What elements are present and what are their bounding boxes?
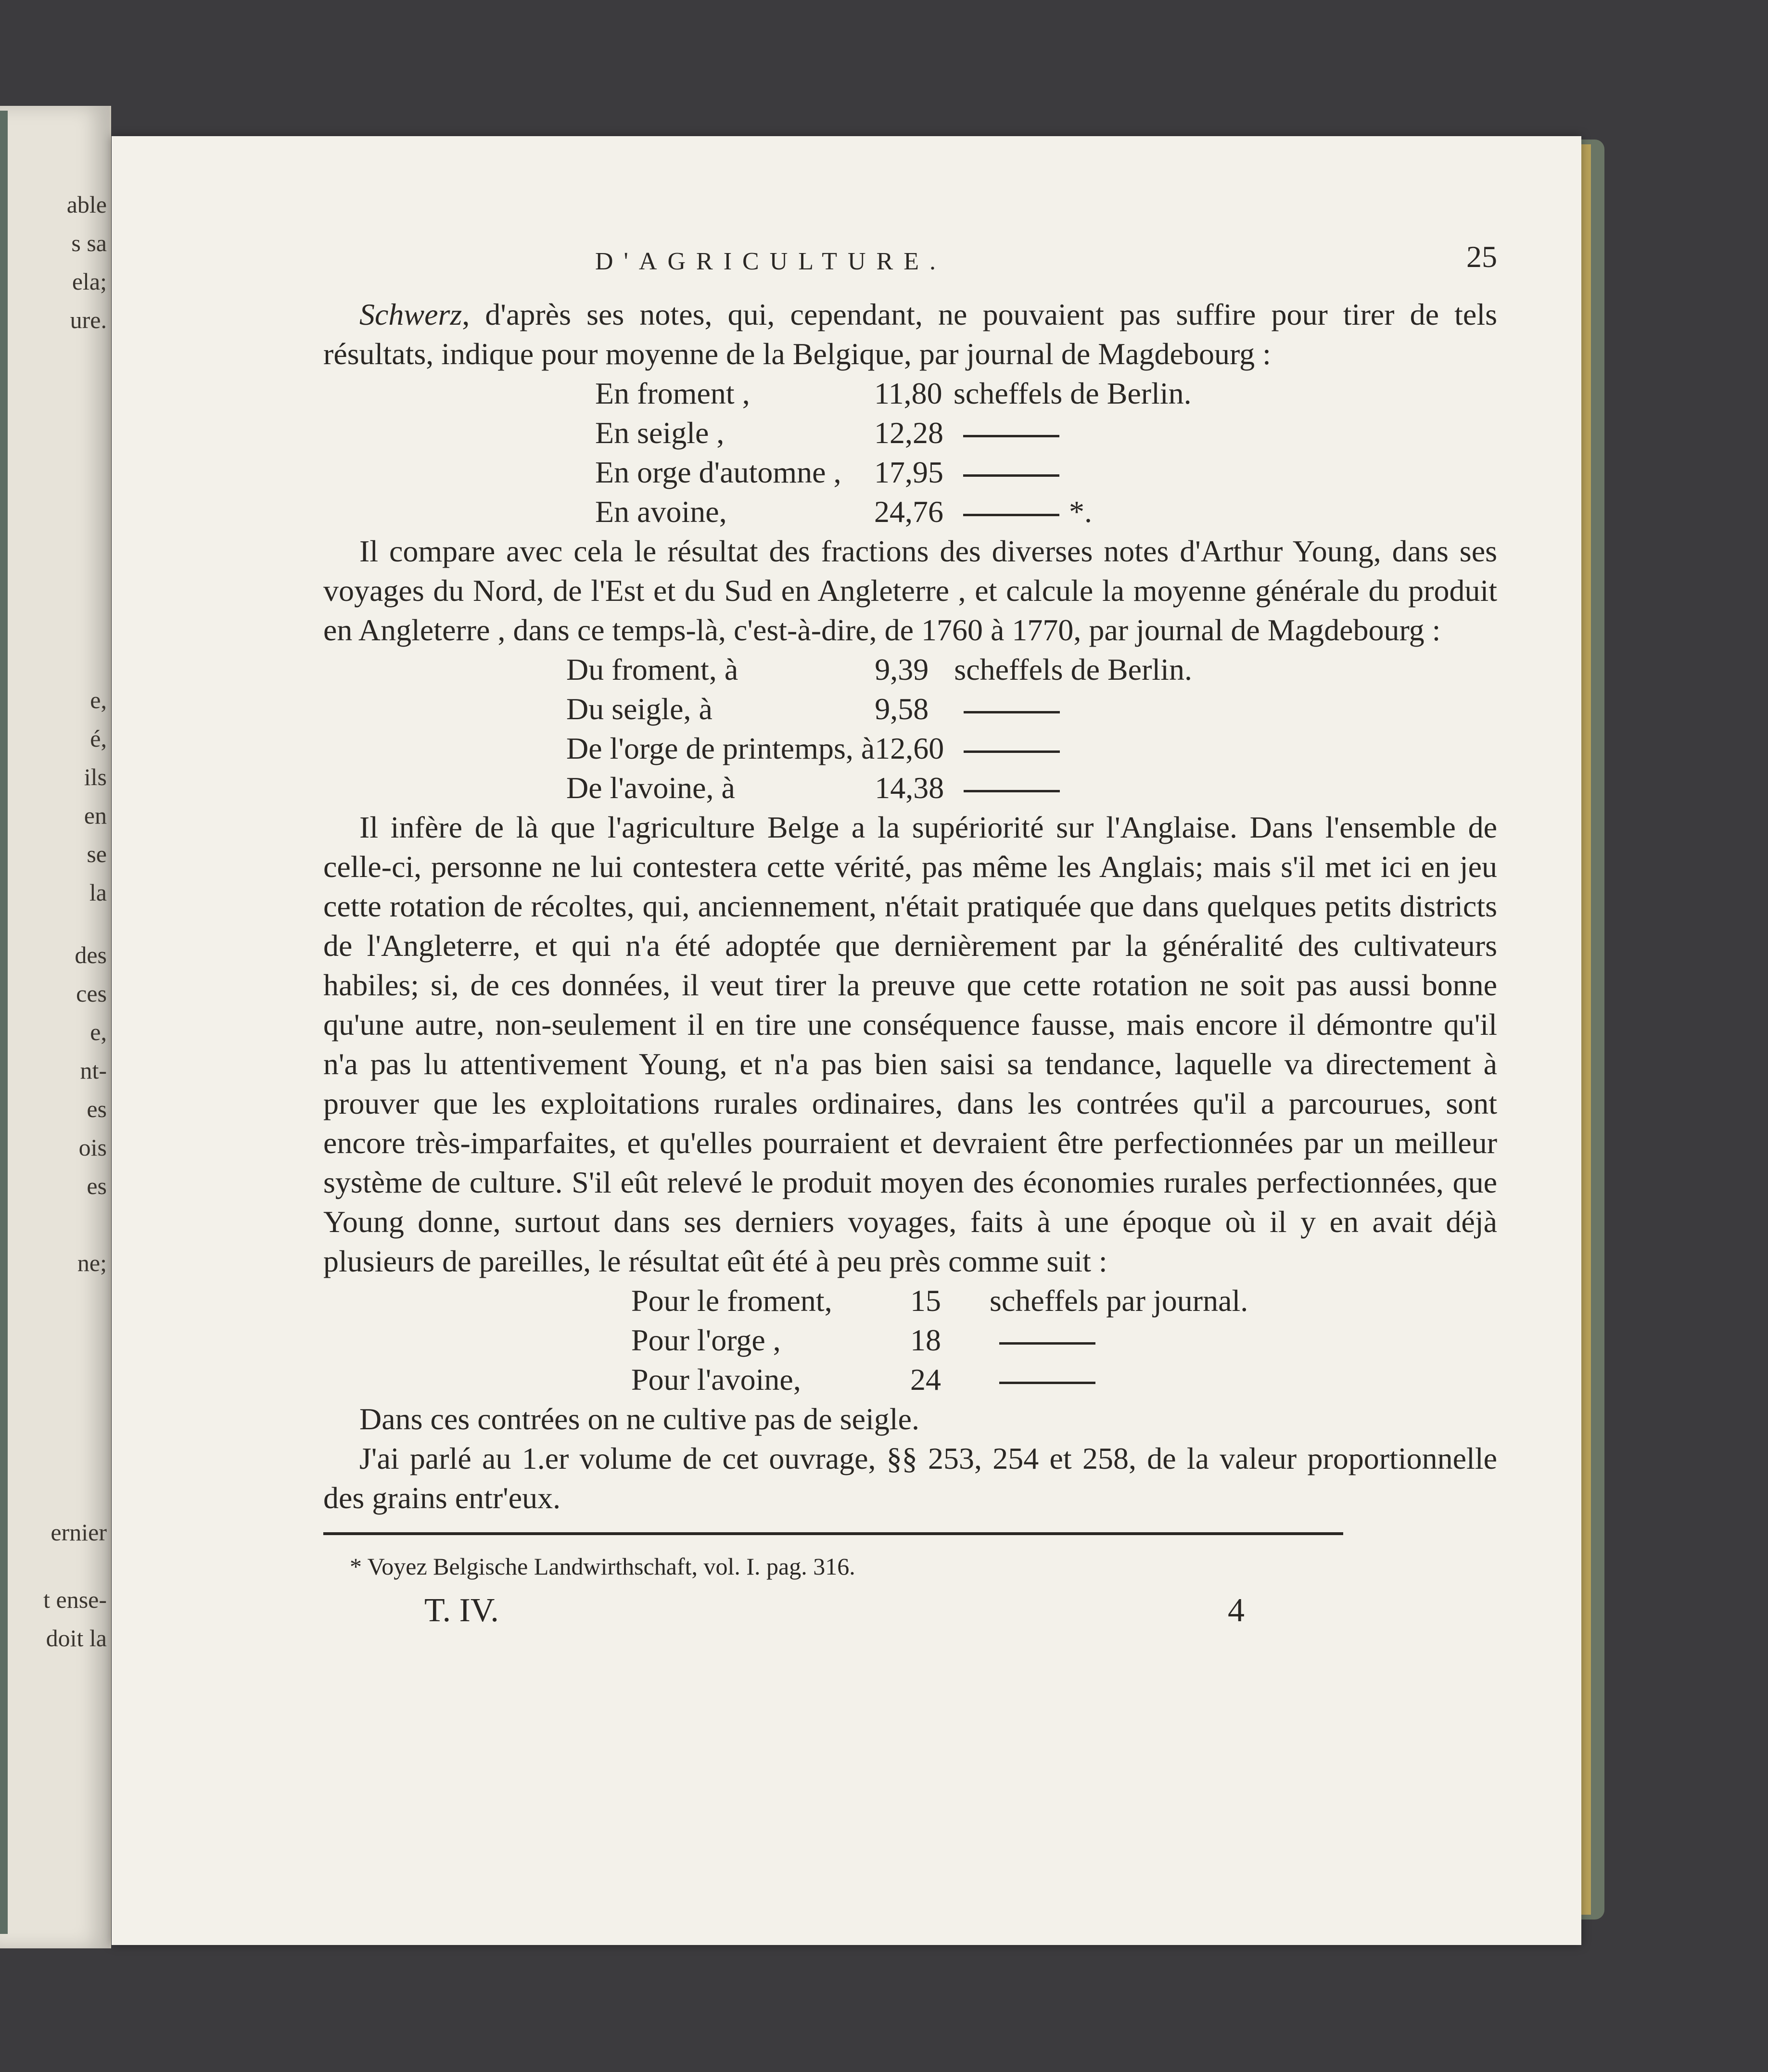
left-page-fragment: doit la	[46, 1625, 107, 1652]
paragraph-2: Il compare avec cela le résultat des fractions des diverses notes d'Arthur Young, dans ses voyages du Nord, de l'Est et du Sud en Angleterre , et calcule la moyenne générale du produit en Angleterre , dans ce temps-là, c'est-à-dire, de 1760 à 1770, par journal de Magdebourg :	[323, 534, 1497, 647]
ditto-dash	[963, 474, 1059, 477]
crop-name: Pour l'avoine,	[631, 1362, 801, 1397]
author-name: Schwerz	[359, 297, 462, 331]
left-page-fragment: ernier	[51, 1519, 107, 1546]
yield-row	[595, 374, 1192, 413]
left-page-fragment: é,	[90, 725, 107, 752]
ditto-dash	[999, 1342, 1095, 1345]
left-page-fragment: ois	[78, 1134, 107, 1161]
left-page-fragment: s sa	[71, 229, 107, 256]
left-page-fragment: ure.	[70, 306, 107, 333]
ditto-dash	[964, 790, 1060, 792]
left-page-fragment: es	[87, 1095, 107, 1122]
yield-value: 14,38	[875, 771, 944, 805]
yield-row	[631, 1360, 1248, 1399]
yield-row	[566, 729, 1192, 768]
left-page-fragment: ela;	[72, 268, 107, 295]
yield-unit-cell	[954, 650, 1192, 689]
yield-value: 12,28	[874, 416, 943, 450]
yield-value: 24	[910, 1362, 941, 1397]
yield-unit-cell	[990, 1360, 1248, 1399]
yield-row	[566, 689, 1192, 729]
left-page-fragment: t ense-	[43, 1586, 107, 1613]
yield-row	[631, 1281, 1248, 1321]
paragraph-3: Il infère de là que l'agriculture Belge a la supériorité sur l'Anglaise. Dans l'ensemble de celle-ci, personne ne lui contestera cette vérité, pas même les Anglais; mais s'il met ici en jeu cette rotation de récoltes, qui, anciennement, n'était pratiquée que dans quelques petits districts de l'Angleterre, et qui n'a été adoptée que dernièrement par la généralité des cultivateurs habiles; si, de ces données, il veut tirer la preuve que cette rotation ne soit pas aussi bonne qu'une autre, non-seulement il en tire une conséquence fausse, mais encore il démontre qu'il n'a pas lu attentivement Young, et n'a pas bien saisi sa tendance, laquelle va directement à prouver que les exploitations rurales ordinaires, dans les contrées qu'il a parcourues, sont encore très-imparfaites, et qu'elles pourraient et devraient être perfectionnées par un meilleur système de culture. S'il eût relevé le produit moyen des économies rurales perfectionnées, que Young donne, surtout dans ses derniers voyages, faits à une époque où il y en avait déjà plusieurs de pareilles, le résultat eût été à peu près comme suit :	[323, 810, 1497, 1278]
crop-name: Du froment, à	[566, 652, 738, 686]
yield-unit-cell	[954, 729, 1192, 768]
left-page-fragment: se	[87, 840, 107, 867]
crop-name: Pour le froment,	[631, 1284, 832, 1318]
yield-row	[566, 768, 1192, 808]
ditto-dash	[963, 514, 1059, 516]
left-page-fragment: en	[84, 802, 107, 829]
yield-unit-cell	[954, 768, 1192, 808]
left-page-fragment: des	[75, 941, 107, 968]
left-cover-edge	[0, 111, 8, 1934]
yield-unit-cell	[990, 1281, 1248, 1321]
book-page	[112, 136, 1581, 1945]
yield-row	[566, 650, 1192, 689]
crop-name: En seigle ,	[595, 416, 725, 450]
yield-table-england	[566, 650, 1192, 808]
paragraph-1-text: , d'après ses notes, qui, cependant, ne pouvaient pas suffire pour tirer de tels résultats, indique pour moyenne de la Belgique, par journal de Magdebourg :	[323, 297, 1497, 371]
left-page-fragment: ces	[76, 980, 107, 1007]
crop-name: En avoine,	[595, 495, 727, 529]
yield-unit: scheffels de Berlin.	[954, 376, 1192, 410]
yield-unit-cell	[954, 492, 1192, 532]
ditto-dash	[964, 711, 1060, 713]
yield-row	[595, 453, 1192, 492]
left-page-fragment: ne;	[77, 1249, 107, 1276]
yield-value: 17,95	[874, 455, 943, 489]
yield-unit: scheffels par journal.	[990, 1284, 1248, 1318]
yield-table-improved	[631, 1281, 1248, 1399]
ditto-dash	[963, 435, 1059, 437]
yield-unit-cell	[954, 453, 1192, 492]
yield-row	[595, 492, 1192, 532]
left-page-fragment: e,	[90, 1018, 107, 1045]
running-head: D'AGRICULTURE.	[595, 248, 947, 275]
yield-value: 11,80	[874, 376, 942, 410]
yield-value: 9,39	[875, 652, 929, 686]
yield-value: 15	[910, 1284, 941, 1318]
crop-name: De l'orge de printemps, à	[566, 731, 875, 765]
yield-unit-cell	[954, 689, 1192, 729]
paragraph-1	[323, 295, 1497, 374]
volume-signature: T. IV.	[424, 1592, 499, 1629]
page-header	[323, 242, 1497, 295]
sheet-signature: 4	[1228, 1592, 1245, 1629]
yield-value: 18	[910, 1323, 941, 1357]
footnote-rule	[323, 1532, 1343, 1535]
crop-name: Pour l'orge ,	[631, 1323, 781, 1357]
previous-page-edge	[0, 106, 111, 1948]
page-block-edge	[1580, 144, 1591, 1915]
yield-value: 24,76	[874, 495, 943, 529]
crop-name: En froment ,	[595, 376, 750, 410]
ditto-dash	[999, 1382, 1095, 1384]
yield-unit-cell	[990, 1321, 1248, 1360]
left-page-fragment: la	[89, 879, 107, 906]
yield-unit-cell	[954, 374, 1192, 413]
yield-row	[631, 1321, 1248, 1360]
ditto-dash	[964, 750, 1060, 753]
page-number: 25	[1466, 240, 1497, 274]
yield-unit-cell	[954, 413, 1192, 453]
left-page-fragment: nt-	[80, 1057, 107, 1084]
yield-table-belgium	[595, 374, 1192, 532]
left-page-fragment: ils	[84, 763, 107, 790]
yield-value: 12,60	[875, 731, 944, 765]
yield-unit: scheffels de Berlin.	[954, 652, 1192, 686]
yield-value: 9,58	[875, 692, 929, 726]
paragraph-5: J'ai parlé au 1.er volume de cet ouvrage, §§ 253, 254 et 258, de la valeur proportionnelle des grains entr'eux.	[323, 1441, 1497, 1515]
left-page-fragment: able	[66, 191, 107, 218]
crop-name: En orge d'automne ,	[595, 455, 841, 489]
paragraph-4: Dans ces contrées on ne cultive pas de seigle.	[359, 1402, 920, 1436]
yield-unit: *.	[1069, 495, 1092, 529]
crop-name: De l'avoine, à	[566, 771, 735, 805]
left-page-fragment: e,	[90, 686, 107, 713]
signature-line	[323, 1591, 1497, 1644]
crop-name: Du seigle, à	[566, 692, 712, 726]
yield-row	[595, 413, 1192, 453]
page-content	[323, 242, 1497, 1644]
left-page-fragment: es	[87, 1172, 107, 1199]
footnote: * Voyez Belgische Landwirthschaft, vol. I. pag. 316.	[350, 1553, 855, 1580]
